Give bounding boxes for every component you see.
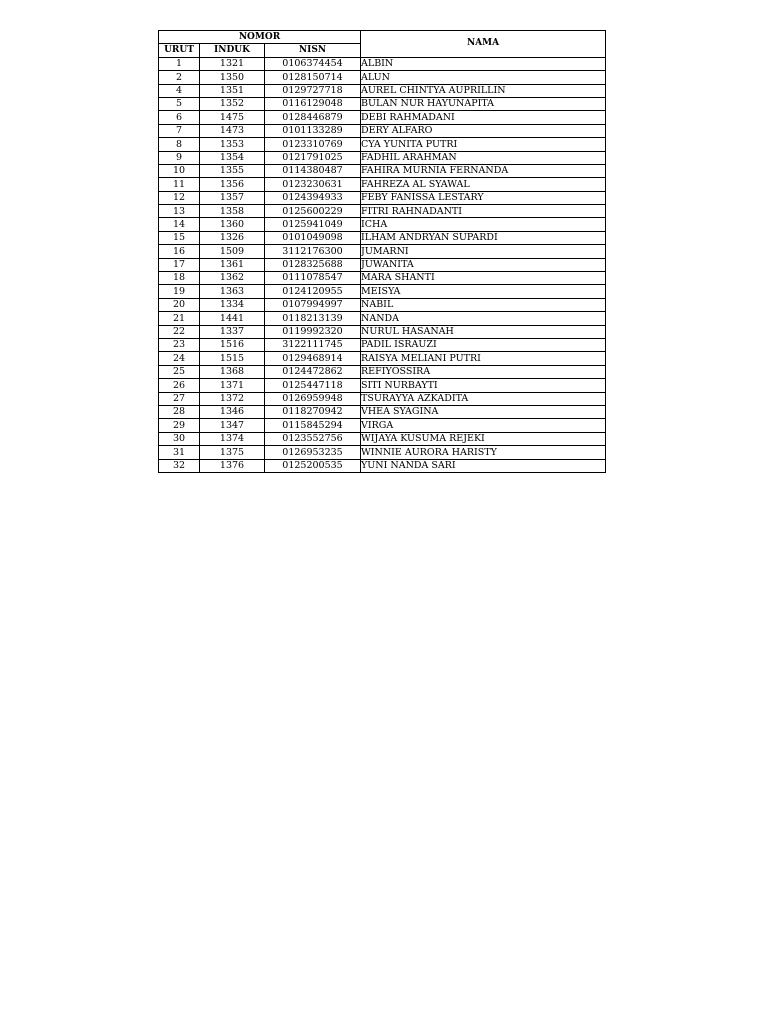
cell-urut: 17 bbox=[159, 258, 200, 271]
cell-nama: FADHIL ARAHMAN bbox=[361, 151, 606, 164]
cell-nisn: 0116129048 bbox=[265, 97, 361, 110]
cell-induk: 1376 bbox=[200, 459, 265, 472]
cell-induk: 1355 bbox=[200, 164, 265, 177]
cell-induk: 1362 bbox=[200, 272, 265, 285]
cell-nama: ALBIN bbox=[361, 57, 606, 70]
cell-urut: 13 bbox=[159, 205, 200, 218]
table-row bbox=[159, 151, 606, 164]
cell-induk: 1334 bbox=[200, 298, 265, 311]
table-header bbox=[159, 31, 606, 58]
cell-induk: 1321 bbox=[200, 57, 265, 70]
cell-nama: DERY ALFARO bbox=[361, 124, 606, 137]
cell-induk: 1475 bbox=[200, 111, 265, 124]
cell-urut: 21 bbox=[159, 312, 200, 325]
cell-nama: RAISYA MELIANI PUTRI bbox=[361, 352, 606, 365]
cell-nisn: 0126959948 bbox=[265, 392, 361, 405]
cell-induk: 1363 bbox=[200, 285, 265, 298]
cell-nisn: 0129468914 bbox=[265, 352, 361, 365]
cell-nisn: 0121791025 bbox=[265, 151, 361, 164]
cell-urut: 20 bbox=[159, 298, 200, 311]
cell-nama: JUMARNI bbox=[361, 245, 606, 258]
cell-urut: 26 bbox=[159, 379, 200, 392]
cell-induk: 1354 bbox=[200, 151, 265, 164]
cell-nisn: 0125447118 bbox=[265, 379, 361, 392]
cell-nisn: 0126953235 bbox=[265, 446, 361, 459]
cell-induk: 1361 bbox=[200, 258, 265, 271]
cell-induk: 1352 bbox=[200, 97, 265, 110]
cell-urut: 24 bbox=[159, 352, 200, 365]
header-nomor: NOMOR bbox=[159, 31, 361, 44]
cell-induk: 1347 bbox=[200, 419, 265, 432]
cell-nisn: 0119992320 bbox=[265, 325, 361, 338]
cell-nama: AUREL CHINTYA AUPRILLIN bbox=[361, 84, 606, 97]
cell-urut: 6 bbox=[159, 111, 200, 124]
cell-nama: NABIL bbox=[361, 298, 606, 311]
cell-urut: 1 bbox=[159, 57, 200, 70]
cell-nisn: 0101049098 bbox=[265, 231, 361, 244]
student-list-sheet bbox=[158, 30, 605, 473]
cell-nama: ILHAM ANDRYAN SUPARDI bbox=[361, 231, 606, 244]
cell-nama: TSURAYYA AZKADITA bbox=[361, 392, 606, 405]
cell-induk: 1371 bbox=[200, 379, 265, 392]
table-row bbox=[159, 446, 606, 459]
cell-nama: DEBI RAHMADANI bbox=[361, 111, 606, 124]
cell-nisn: 0123552756 bbox=[265, 432, 361, 445]
cell-nisn: 0123310769 bbox=[265, 138, 361, 151]
cell-induk: 1357 bbox=[200, 191, 265, 204]
table-row bbox=[159, 245, 606, 258]
cell-induk: 1358 bbox=[200, 205, 265, 218]
cell-nisn: 0123230631 bbox=[265, 178, 361, 191]
cell-nama: BULAN NUR HAYUNAPITA bbox=[361, 97, 606, 110]
cell-nisn: 3122111745 bbox=[265, 338, 361, 351]
cell-induk: 1351 bbox=[200, 84, 265, 97]
table-row bbox=[159, 352, 606, 365]
header-induk: INDUK bbox=[200, 44, 265, 57]
cell-induk: 1356 bbox=[200, 178, 265, 191]
cell-nisn: 0106374454 bbox=[265, 57, 361, 70]
cell-urut: 15 bbox=[159, 231, 200, 244]
table-row bbox=[159, 365, 606, 378]
cell-nama: MEISYA bbox=[361, 285, 606, 298]
cell-urut: 22 bbox=[159, 325, 200, 338]
header-urut: URUT bbox=[159, 44, 200, 57]
cell-induk: 1516 bbox=[200, 338, 265, 351]
cell-nama: FAHREZA AL SYAWAL bbox=[361, 178, 606, 191]
cell-induk: 1372 bbox=[200, 392, 265, 405]
table-row bbox=[159, 298, 606, 311]
cell-nisn: 0118270942 bbox=[265, 405, 361, 418]
table-row bbox=[159, 57, 606, 70]
cell-urut: 18 bbox=[159, 272, 200, 285]
cell-urut: 14 bbox=[159, 218, 200, 231]
table-row bbox=[159, 432, 606, 445]
cell-nisn: 0128446879 bbox=[265, 111, 361, 124]
cell-nisn: 3112176300 bbox=[265, 245, 361, 258]
cell-nama: ICHA bbox=[361, 218, 606, 231]
table-row bbox=[159, 124, 606, 137]
cell-induk: 1368 bbox=[200, 365, 265, 378]
cell-nisn: 0128325688 bbox=[265, 258, 361, 271]
cell-urut: 16 bbox=[159, 245, 200, 258]
cell-nisn: 0114380487 bbox=[265, 164, 361, 177]
table-row bbox=[159, 272, 606, 285]
cell-nama: FEBY FANISSA LESTARY bbox=[361, 191, 606, 204]
table-row bbox=[159, 392, 606, 405]
table-row bbox=[159, 71, 606, 84]
table-row bbox=[159, 258, 606, 271]
cell-induk: 1337 bbox=[200, 325, 265, 338]
table-row bbox=[159, 285, 606, 298]
table-row bbox=[159, 205, 606, 218]
cell-nisn: 0129727718 bbox=[265, 84, 361, 97]
cell-nisn: 0124120955 bbox=[265, 285, 361, 298]
table-body bbox=[159, 57, 606, 472]
cell-urut: 12 bbox=[159, 191, 200, 204]
cell-nisn: 0128150714 bbox=[265, 71, 361, 84]
table-row bbox=[159, 138, 606, 151]
table-row bbox=[159, 191, 606, 204]
cell-nisn: 0125600229 bbox=[265, 205, 361, 218]
cell-nisn: 0125200535 bbox=[265, 459, 361, 472]
cell-urut: 23 bbox=[159, 338, 200, 351]
table-row bbox=[159, 379, 606, 392]
cell-nama: SITI NURBAYTI bbox=[361, 379, 606, 392]
cell-nama: VHEA SYAGINA bbox=[361, 405, 606, 418]
table-row bbox=[159, 164, 606, 177]
cell-nama: ALUN bbox=[361, 71, 606, 84]
cell-urut: 11 bbox=[159, 178, 200, 191]
cell-nisn: 0118213139 bbox=[265, 312, 361, 325]
table-row bbox=[159, 312, 606, 325]
cell-nama: YUNI NANDA SARI bbox=[361, 459, 606, 472]
cell-urut: 32 bbox=[159, 459, 200, 472]
table-row bbox=[159, 84, 606, 97]
cell-nama: CYA YUNITA PUTRI bbox=[361, 138, 606, 151]
cell-nisn: 0107994997 bbox=[265, 298, 361, 311]
cell-urut: 27 bbox=[159, 392, 200, 405]
table-row bbox=[159, 459, 606, 472]
cell-induk: 1441 bbox=[200, 312, 265, 325]
cell-induk: 1374 bbox=[200, 432, 265, 445]
cell-induk: 1346 bbox=[200, 405, 265, 418]
cell-nama: NANDA bbox=[361, 312, 606, 325]
cell-urut: 30 bbox=[159, 432, 200, 445]
cell-nama: NURUL HASANAH bbox=[361, 325, 606, 338]
cell-induk: 1353 bbox=[200, 138, 265, 151]
cell-urut: 4 bbox=[159, 84, 200, 97]
cell-urut: 10 bbox=[159, 164, 200, 177]
cell-urut: 25 bbox=[159, 365, 200, 378]
cell-nama: FAHIRA MURNIA FERNANDA bbox=[361, 164, 606, 177]
cell-nama: FITRI RAHNADANTI bbox=[361, 205, 606, 218]
cell-nama: JUWANITA bbox=[361, 258, 606, 271]
table-row bbox=[159, 405, 606, 418]
cell-induk: 1473 bbox=[200, 124, 265, 137]
header-nisn: NISN bbox=[265, 44, 361, 57]
cell-urut: 5 bbox=[159, 97, 200, 110]
cell-nama: REFIYOSSIRA bbox=[361, 365, 606, 378]
cell-induk: 1515 bbox=[200, 352, 265, 365]
cell-nama: WIJAYA KUSUMA REJEKI bbox=[361, 432, 606, 445]
cell-urut: 8 bbox=[159, 138, 200, 151]
cell-induk: 1375 bbox=[200, 446, 265, 459]
cell-urut: 19 bbox=[159, 285, 200, 298]
cell-nisn: 0111078547 bbox=[265, 272, 361, 285]
cell-induk: 1509 bbox=[200, 245, 265, 258]
cell-urut: 31 bbox=[159, 446, 200, 459]
cell-nisn: 0101133289 bbox=[265, 124, 361, 137]
table-row bbox=[159, 231, 606, 244]
header-nama: NAMA bbox=[361, 31, 606, 58]
cell-nisn: 0125941049 bbox=[265, 218, 361, 231]
table-row bbox=[159, 218, 606, 231]
table-row bbox=[159, 111, 606, 124]
cell-nisn: 0124394933 bbox=[265, 191, 361, 204]
cell-urut: 7 bbox=[159, 124, 200, 137]
cell-urut: 29 bbox=[159, 419, 200, 432]
cell-urut: 9 bbox=[159, 151, 200, 164]
table-row bbox=[159, 338, 606, 351]
cell-nisn: 0115845294 bbox=[265, 419, 361, 432]
table-row bbox=[159, 419, 606, 432]
cell-induk: 1360 bbox=[200, 218, 265, 231]
cell-induk: 1326 bbox=[200, 231, 265, 244]
table-row bbox=[159, 97, 606, 110]
cell-induk: 1350 bbox=[200, 71, 265, 84]
cell-nama: MARA SHANTI bbox=[361, 272, 606, 285]
table-row bbox=[159, 178, 606, 191]
cell-nisn: 0124472862 bbox=[265, 365, 361, 378]
student-table bbox=[158, 30, 606, 473]
table-row bbox=[159, 325, 606, 338]
cell-urut: 28 bbox=[159, 405, 200, 418]
cell-nama: VIRGA bbox=[361, 419, 606, 432]
cell-nama: PADIL ISRAUZI bbox=[361, 338, 606, 351]
cell-urut: 2 bbox=[159, 71, 200, 84]
cell-nama: WINNIE AURORA HARISTY bbox=[361, 446, 606, 459]
